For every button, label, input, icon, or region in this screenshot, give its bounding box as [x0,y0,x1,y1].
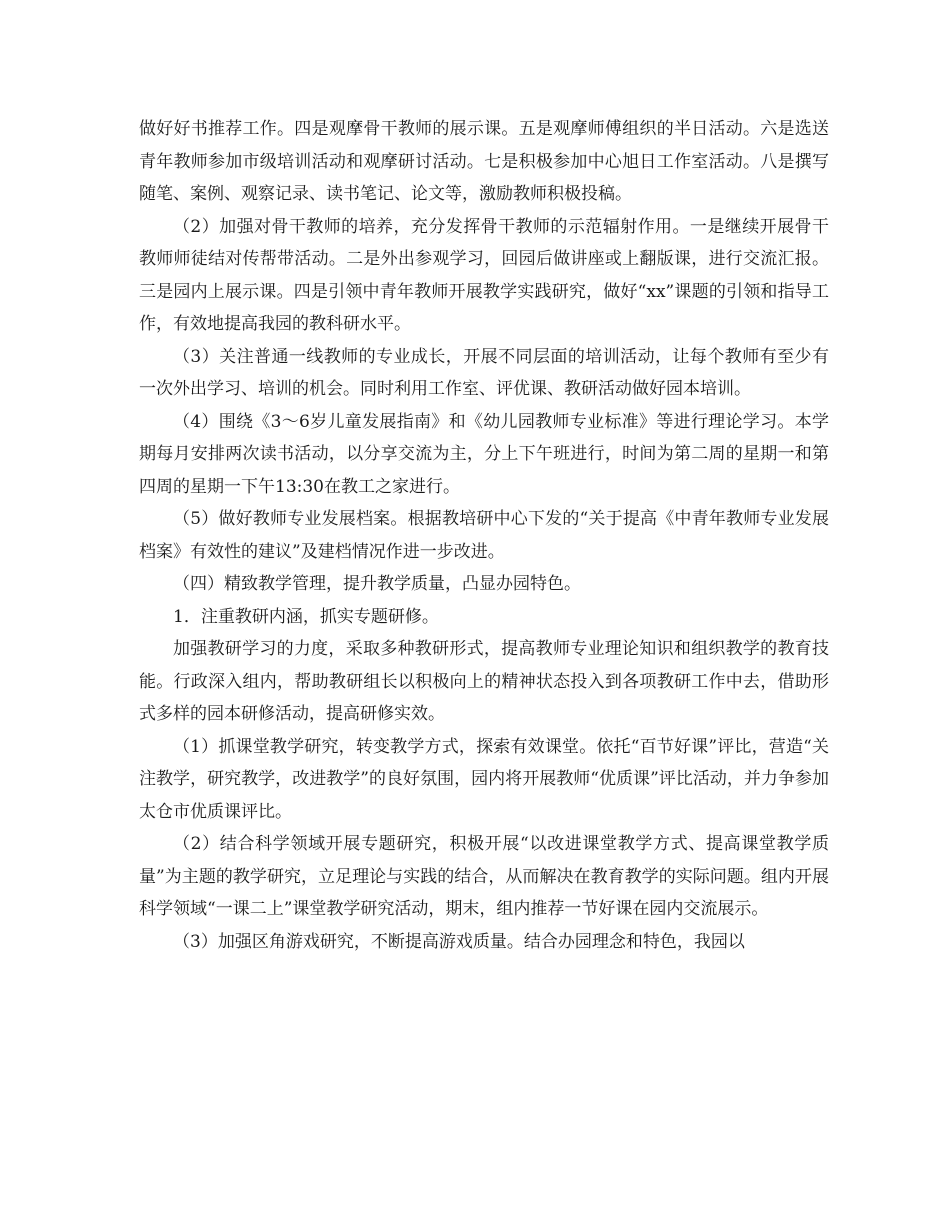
paragraph-classroom-research: （1）抓课堂教学研究，转变教学方式，探索有效课堂。依托“百节好课”评比，营造“关注教学，研究教学，改进教学”的良好氛围，园内将开展教师“优质课”评比活动，并力争参加太仓市优质课评比。 [139,736,829,822]
subheading-teaching-research: 1．注重教研内涵，抓实专题研修。 [173,606,439,627]
paragraph-corner-games: （3）加强区角游戏研究，不断提高游戏质量。结合办园理念和特色，我园以 [173,931,745,952]
paragraph-development-archive: （5）做好教师专业发展档案。根据教培研中心下发的“关于提高《中青年教师专业发展档案》有效性的建议”及建档情况作进一步改进。 [139,509,829,562]
paragraph-frontline-teachers: （3）关注普通一线教师的专业成长，开展不同层面的培训活动，让每个教师有至少有一次外出学习、培训的机会。同时利用工作室、评优课、教研活动做好园本培训。 [139,346,829,399]
document-body [139,113,829,958]
section-heading-teaching-management: （四）精致教学管理，提升教学质量，凸显办园特色。 [173,574,581,594]
paragraph-science-research: （2）结合科学领域开展专题研究，积极开展“以改进课堂教学方式、提高课堂教学质量”为主题的教学研究，立足理论与实践的结合，从而解决在教育教学的实际问题。组内开展科学领域“一课二上”课堂教学研究活动，期末，组内推荐一节好课在园内交流展示。 [139,834,829,919]
paragraph-backbone-teachers: （2）加强对骨干教师的培养，充分发挥骨干教师的示范辐射作用。一是继续开展骨干教师师徒结对传帮带活动。二是外出参观学习，回园后做讲座或上翻版课，进行交流汇报。三是园内上展示课。四是引领中青年教师开展教学实践研究，做好“xx”课题的引领和指导工作，有效地提高我园的教科研水平。 [139,216,829,334]
paragraph-theory-study: （4）围绕《3～6岁儿童发展指南》和《幼儿园教师专业标准》等进行理论学习。本学期每月安排两次读书活动，以分享交流为主，分上下午班进行，时间为第二周的星期一和第四周的星期一下午13:30在教工之家进行。 [139,411,829,497]
paragraph-research-intensity: 加强教研学习的力度，采取多种教研形式，提高教师专业理论知识和组织教学的教育技能。行政深入组内，帮助教研组长以积极向上的精神状态投入到各项教研工作中去，借助形式多样的园本研修活动，提高研修实效。 [139,639,829,724]
paragraph-continuation: 做好好书推荐工作。四是观摩骨干教师的展示课。五是观摩师傅组织的半日活动。六是选送青年教师参加市级培训活动和观摩研讨活动。七是积极参加中心旭日工作室活动。八是撰写随笔、案例、观察记录、读书笔记、论文等，激励教师积极投稿。 [139,119,829,204]
